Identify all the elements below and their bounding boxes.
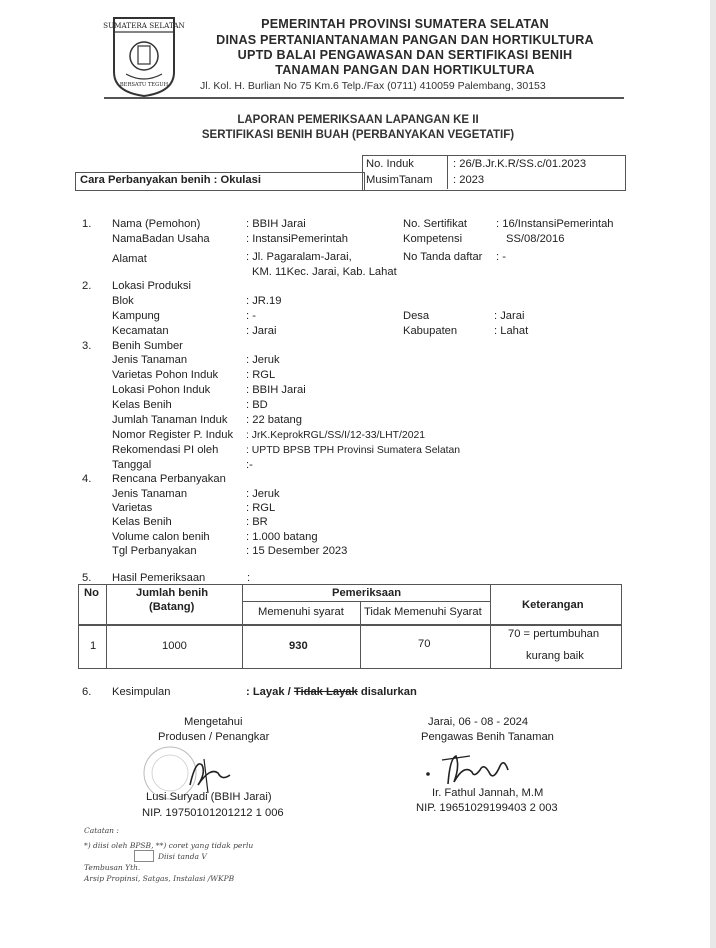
section4-row-value: : Jeruk [246,488,280,500]
nama-value: : BBIH Jarai [246,218,306,230]
section4-row-label: Volume calon benih [112,531,210,543]
musim-label: MusimTanam [366,174,433,186]
section4-row-value: : 1.000 batang [246,531,318,543]
section3-number: 3. [82,340,92,352]
section5-title: Hasil Pemeriksaan [112,572,206,584]
sign-right-name: Ir. Fathul Jannah, M.M [432,787,544,799]
induk-no-label: No. Induk [366,158,414,170]
badan-label: NamaBadan Usaha [112,233,210,245]
section3-row-label: Jumlah Tanaman Induk [112,414,228,426]
section4-row-value: : RGL [246,502,276,514]
table-cell-memenuhi: 930 [289,640,308,652]
section3-row-label: Varietas Pohon Induk [112,369,219,381]
section3-row-value: : Jeruk [246,354,280,366]
section5-colon: : [247,572,251,584]
section3-row-label: Jenis Tanaman [112,354,188,366]
note-arsip: Arsip Propinsi, Satgas, Instalasi /WKPB [84,874,235,883]
section3-row-value: : BBIH Jarai [246,384,306,396]
sertifikat-label-2: Kompetensi [403,233,463,245]
section3-title: Benih Sumber [112,340,183,352]
induk-no-value: : 26/B.Jr.K.R/SS.c/01.2023 [453,158,587,170]
blok-value: : JR.19 [246,295,282,307]
desa-value: : Jarai [494,310,525,322]
header-line3: UPTD BALAI PENGAWASAN DAN SERTIFIKASI BENIH [237,48,573,62]
section2-number: 2. [82,280,92,292]
sertifikat-value-2: SS/08/2016 [506,233,565,245]
section3-row-value: : 22 batang [246,414,302,426]
table-header-memenuhi: Memenuhi syarat [258,606,344,618]
section3-row-label: Tanggal [112,459,152,471]
induk-divider [447,155,448,189]
alamat-value-2: KM. 11Kec. Jarai, Kab. Lahat [252,266,397,278]
section3-row-value: : RGL [246,369,276,381]
table-cell-jumlah: 1000 [162,640,187,652]
note-tembusan: Tembusan Yth. [84,863,141,872]
section2-title: Lokasi Produksi [112,280,191,292]
section4-title: Rencana Perbanyakan [112,473,226,485]
province-logo [103,12,185,98]
note-checkbox [134,850,154,862]
kabupaten-label: Kabupaten [403,325,458,337]
section4-row-label: Tgl Perbanyakan [112,545,197,557]
sertifikat-label-1: No. Sertifikat [403,218,468,230]
section5-number: 5. [82,572,92,584]
alamat-label: Alamat [112,253,147,265]
header-address: Jl. Kol. H. Burlian No 75 Km.6 Telp./Fax (0711) 410059 Palembang, 30153 [200,80,546,92]
kesimpulan-label: Kesimpulan [112,686,171,698]
header-line1: PEMERINTAH PROVINSI SUMATERA SELATAN [261,17,549,31]
svg-text:SUMATERA SELATAN: SUMATERA SELATAN [103,21,185,30]
header-line4: TANAMAN PANGAN DAN HORTIKULTURA [275,63,535,77]
table-header-tidak: Tidak Memenuhi Syarat [364,606,482,618]
sign-left-line1: Mengetahui [184,716,243,728]
section3-row-value: : BD [246,399,268,411]
method-label: Cara Perbanyakan benih : Okulasi [80,174,261,186]
section4-row-label: Varietas [112,502,153,514]
sertifikat-value-1: : 16/InstansiPemerintah [496,218,614,230]
section6-number: 6. [82,686,92,698]
sign-left-line2: Produsen / Penangkar [158,731,270,743]
report-title: LAPORAN PEMERIKSAAN LAPANGAN KE II [237,114,479,126]
section4-row-value: : BR [246,516,268,528]
section4-number: 4. [82,473,92,485]
desa-label: Desa [403,310,430,322]
svg-text:BERSATU TEGUH: BERSATU TEGUH [119,82,169,88]
section3-row-label: Nomor Register P. Induk [112,429,234,441]
section4-row-label: Jenis Tanaman [112,488,188,500]
section3-row-value: : JrK.KeprokRGL/SS/I/12-33/LHT/2021 [246,430,426,441]
note-catatan: Catatan : [84,826,119,835]
table-header-keterangan: Keterangan [522,599,584,611]
table-cell-no: 1 [90,640,97,652]
alamat-value-1: : Jl. Pagaralam-Jarai, [246,251,352,263]
header-rule [104,97,624,99]
musim-value: : 2023 [453,174,485,186]
table-cell-keterangan-1: 70 = pertumbuhan [508,628,600,640]
table-cell-tidak: 70 [418,638,431,650]
table-header-no: No [84,587,99,599]
note-line1: *) diisi oleh BPSB, **) coret yang tidak perlu [84,841,254,850]
kecamatan-label: Kecamatan [112,325,169,337]
table-header-pemeriksaan: Pemeriksaan [332,587,402,599]
sign-right-role: Pengawas Benih Tanaman [421,731,554,743]
header-line2: DINAS PERTANIANTANAMAN PANGAN DAN HORTIKULTURA [216,33,594,47]
note-line2: Diisi tanda V [158,852,207,861]
kampung-label: Kampung [112,310,160,322]
nama-label: Nama (Pemohon) [112,218,201,230]
report-subtitle: SERTIFIKASI BENIH BUAH (PERBANYAKAN VEGETATIF) [201,129,515,141]
section1-number: 1. [82,218,92,230]
table-header-batang: (Batang) [149,601,195,613]
sign-left-nip: NIP. 19750101201212 1 006 [142,807,284,819]
section4-row-value: : 15 Desember 2023 [246,545,348,557]
tanda-daftar-value: : - [496,251,506,263]
kesimpulan-value: : Layak / Tidak Layak disalurkan [246,686,417,698]
sign-right-nip: NIP. 19651029199403 2 003 [416,802,558,814]
kampung-value: : - [246,310,256,322]
tanda-daftar-label: No Tanda daftar [403,251,483,263]
blok-label: Blok [112,295,134,307]
kabupaten-value: : Lahat [494,325,529,337]
section3-row-label: Kelas Benih [112,399,172,411]
badan-value: : InstansiPemerintah [246,233,348,245]
table-header-jumlah: Jumlah benih [136,587,209,599]
page-edge [710,0,716,948]
sign-left-name: Lusi Suryadi (BBIH Jarai) [146,791,272,803]
table-cell-keterangan-2: kurang baik [526,650,584,662]
section3-row-label: Rekomendasi PI oleh [112,444,219,456]
section4-row-label: Kelas Benih [112,516,172,528]
kecamatan-value: : Jarai [246,325,277,337]
sign-right-date: Jarai, 06 - 08 - 2024 [428,716,529,728]
section3-row-label: Lokasi Pohon Induk [112,384,211,396]
section3-row-value: :- [246,459,253,471]
section3-row-value: : UPTD BPSB TPH Provinsi Sumatera Selatan [246,445,461,456]
